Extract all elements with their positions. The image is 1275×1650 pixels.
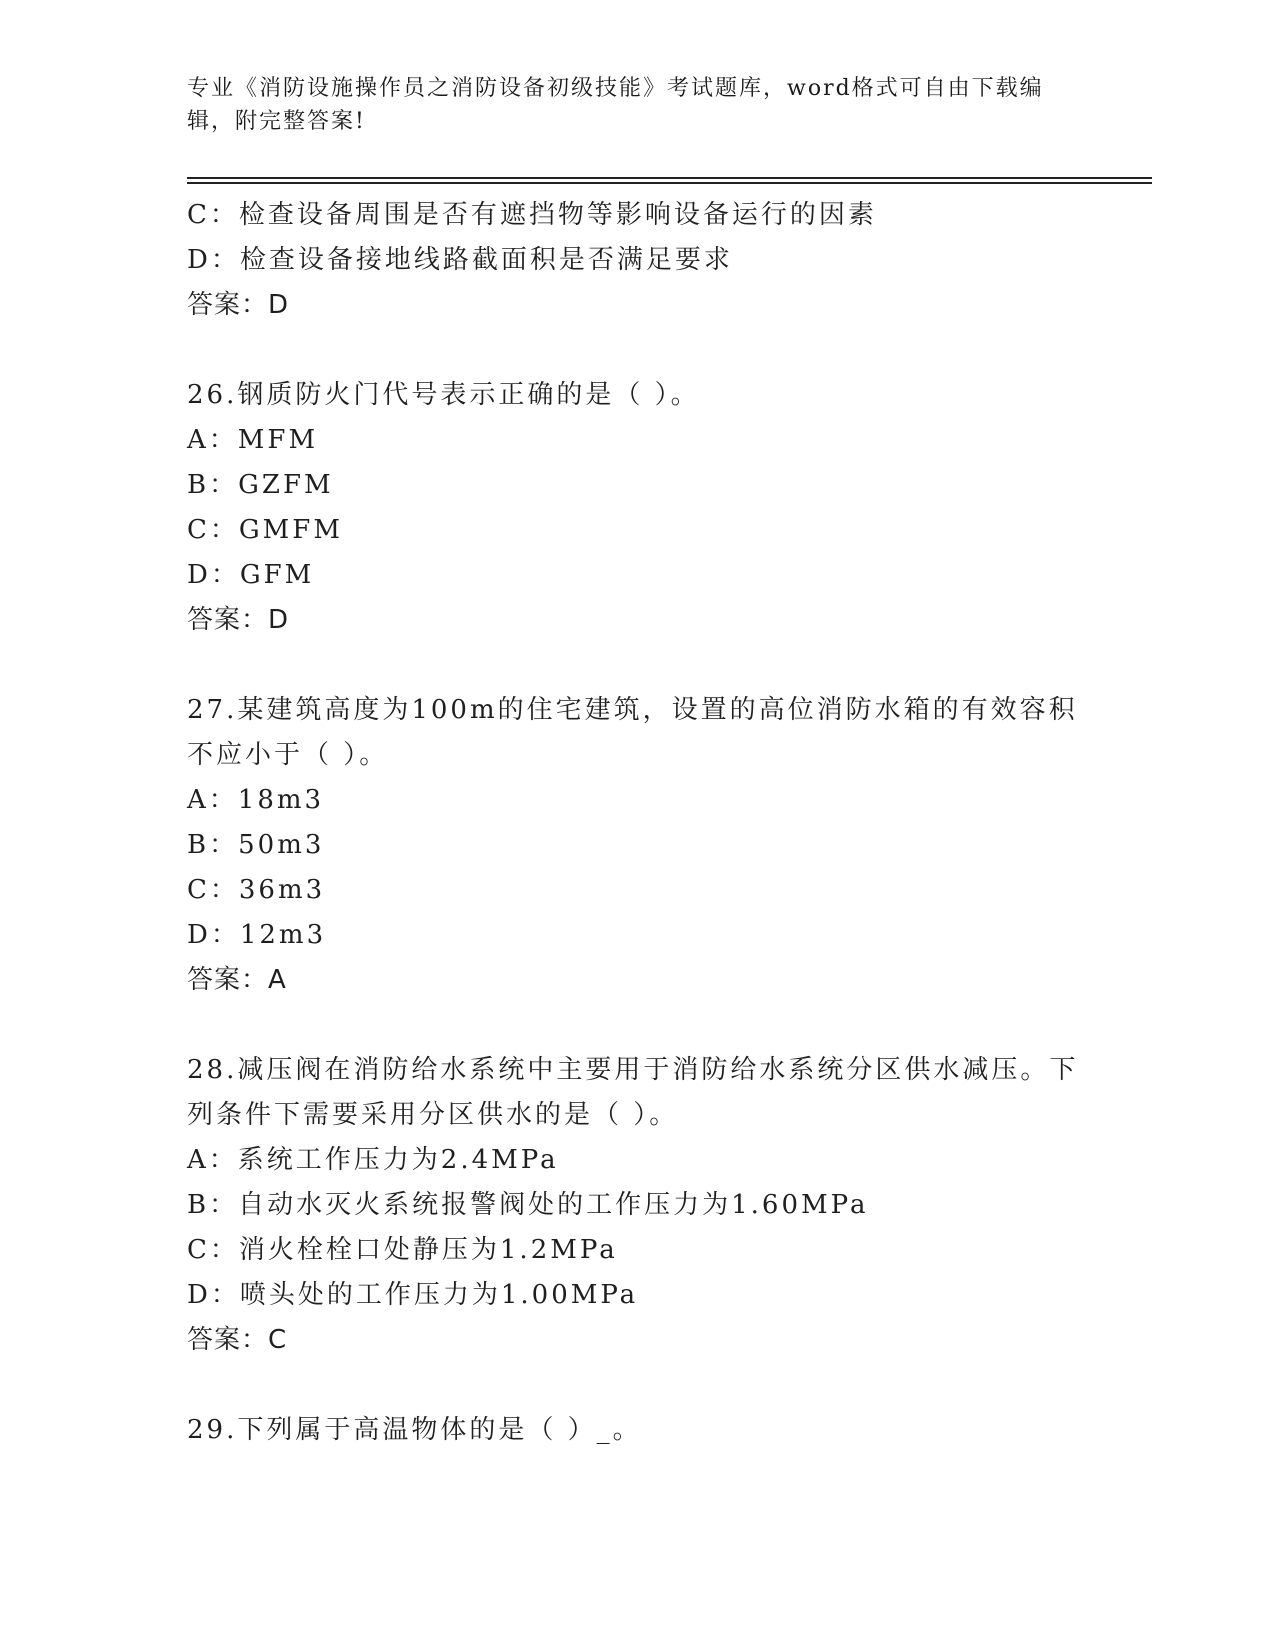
question-stem: 27.某建筑高度为100m的住宅建筑，设置的高位消防水箱的有效容积 — [187, 695, 1078, 725]
option-b: B：自动水灭火系统报警阀处的工作压力为1.60MPa — [187, 1190, 869, 1220]
header-divider-bottom — [187, 182, 1152, 184]
option-d: D：检查设备接地线路截面积是否满足要求 — [187, 245, 733, 275]
answer-label: 答案：A — [187, 965, 287, 995]
question-stem: 26.钢质防火门代号表示正确的是（ ）。 — [187, 380, 700, 410]
option-a: A：MFM — [187, 425, 319, 455]
option-c: C：GMFM — [187, 515, 343, 545]
option-a: A：系统工作压力为2.4MPa — [187, 1145, 559, 1175]
option-a: A：18m3 — [187, 785, 325, 815]
answer-label: 答案：C — [187, 1325, 288, 1355]
option-b: B：GZFM — [187, 470, 334, 500]
document-header: 专业《消防设施操作员之消防设备初级技能》考试题库，word格式可自由下载编辑，附完整答案! — [187, 76, 1044, 134]
header-divider-top — [187, 177, 1152, 179]
option-d: D：喷头处的工作压力为1.00MPa — [187, 1280, 639, 1310]
option-c: C：消火栓栓口处静压为1.2MPa — [187, 1235, 618, 1265]
option-d: D：12m3 — [187, 920, 327, 950]
option-d: D：GFM — [187, 560, 315, 590]
question-stem-continued: 不应小于（ ）。 — [187, 740, 389, 770]
option-b: B：50m3 — [187, 830, 325, 860]
question-stem-continued: 列条件下需要采用分区供水的是（ ）。 — [187, 1100, 679, 1130]
option-c: C：检查设备周围是否有遮挡物等影响设备运行的因素 — [187, 200, 877, 230]
answer-label: 答案：D — [187, 290, 290, 320]
option-c: C：36m3 — [187, 875, 326, 905]
answer-label: 答案：D — [187, 605, 290, 635]
question-stem: 29.下列属于高温物体的是（ ）_。 — [187, 1415, 642, 1445]
question-stem: 28.减压阀在消防给水系统中主要用于消防给水系统分区供水减压。下 — [187, 1055, 1079, 1085]
